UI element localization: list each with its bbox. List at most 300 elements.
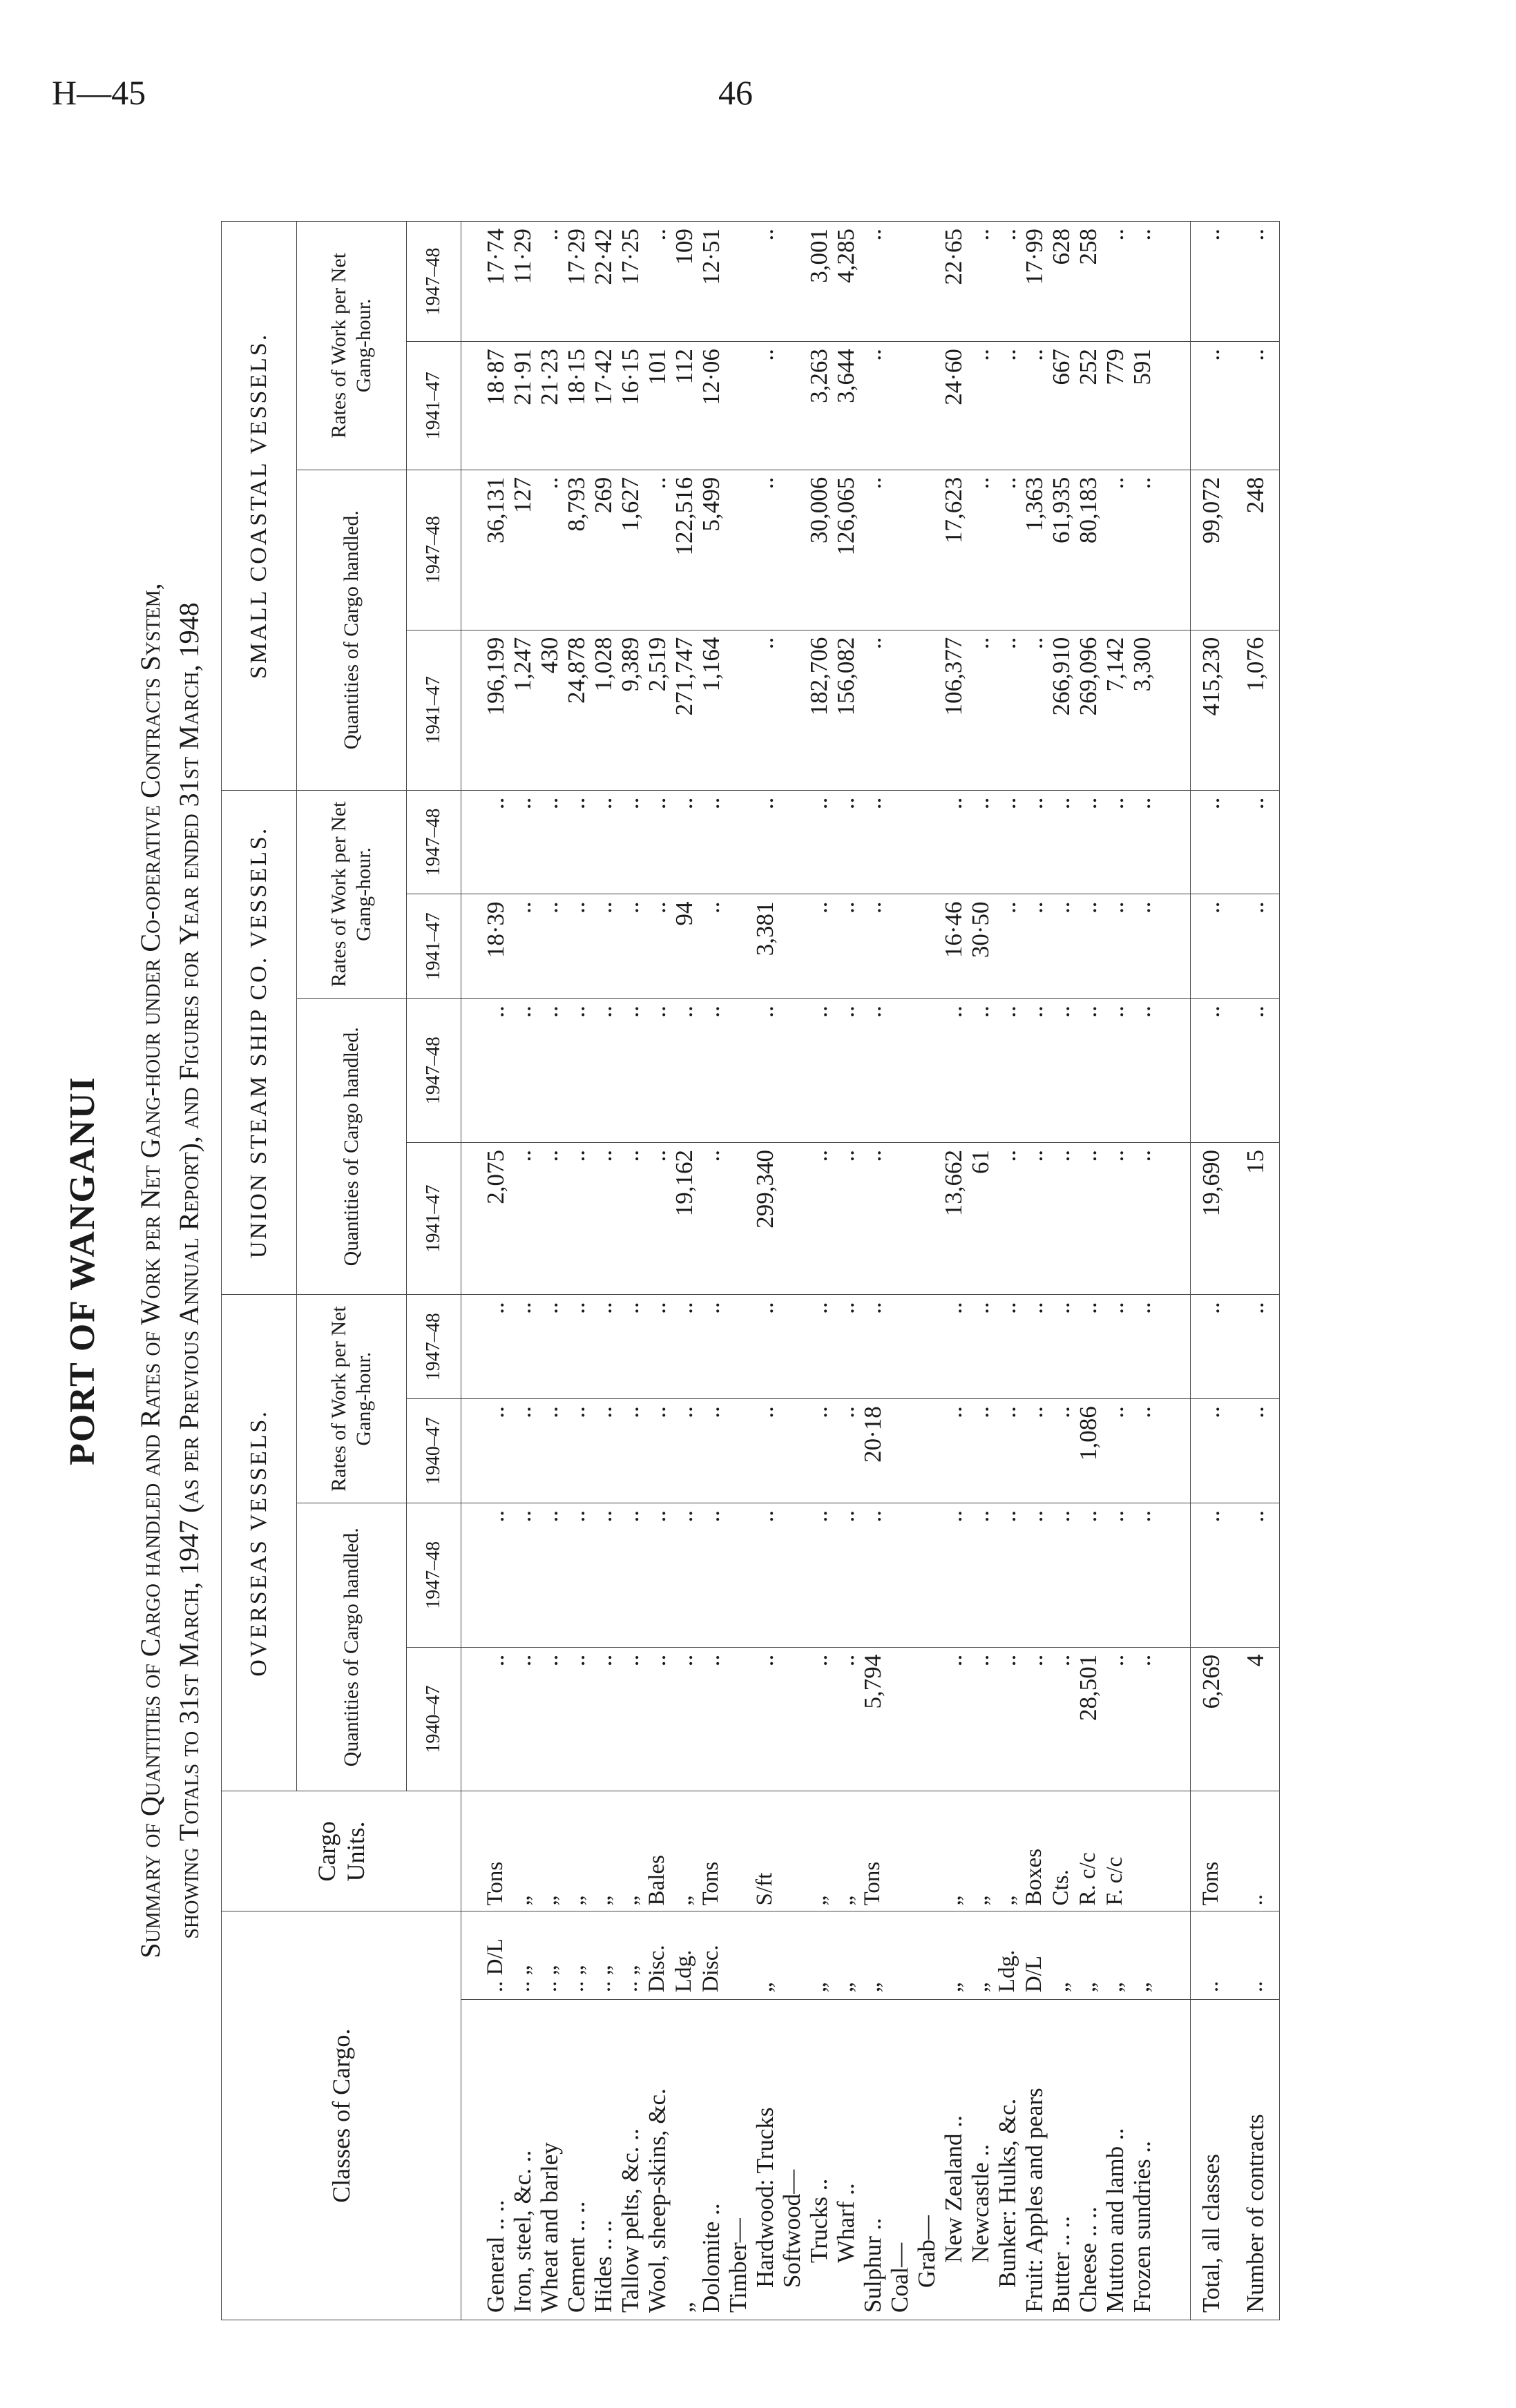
- value-cell: ..: [698, 1399, 725, 1503]
- value-cell: ..: [509, 1647, 536, 1791]
- value-cell: ..: [1021, 894, 1048, 999]
- spacer-cell: [1155, 2000, 1191, 2320]
- year-header: 1947–48: [407, 1295, 461, 1399]
- value-cell: [913, 1647, 940, 1791]
- value-cell: ..: [967, 470, 994, 630]
- value-cell: 9,389: [617, 630, 644, 790]
- value-cell: ..: [536, 999, 563, 1143]
- value-cell: ..: [617, 1399, 644, 1503]
- value-cell: ..: [967, 999, 994, 1143]
- value-cell: [913, 1295, 940, 1399]
- cargo-unit-cell: „: [617, 1791, 644, 1911]
- year-header: 1947–48: [407, 1503, 461, 1647]
- value-cell: ..: [751, 1399, 778, 1503]
- value-cell: ..: [859, 894, 886, 999]
- cargo-unit-cell: „: [509, 1791, 536, 1911]
- value-cell: ..: [751, 342, 778, 470]
- value-cell: 5,794: [859, 1647, 886, 1791]
- value-cell: ..: [617, 1295, 644, 1399]
- cargo-unit-cell: S/ft: [751, 1791, 778, 1911]
- value-cell: [778, 1647, 805, 1791]
- value-cell: ..: [751, 790, 778, 894]
- value-cell: [913, 630, 940, 790]
- value-cell: ..: [509, 1503, 536, 1647]
- cargo-class-cell: Cheese .. ..: [1075, 2000, 1102, 2320]
- header-coastal-quantities: Quantities of Cargo handled.: [297, 470, 407, 790]
- value-cell: [725, 342, 751, 470]
- cargo-unit-cell: „: [536, 1791, 563, 1911]
- value-cell: ..: [994, 790, 1021, 894]
- spacer-cell: [1155, 1647, 1191, 1791]
- table-row: [1102, 222, 1129, 2320]
- value-cell: ..: [1102, 1399, 1129, 1503]
- spacer-cell: [1155, 470, 1191, 630]
- value-cell: ..: [671, 1503, 698, 1647]
- spacer-row: [1155, 222, 1191, 2320]
- cargo-unit-cell: „: [967, 1791, 994, 1911]
- contracts-row: [1231, 222, 1280, 2320]
- cargo-unit-cell: Bales: [644, 1791, 671, 1911]
- total-row: [1191, 222, 1231, 2320]
- cargo-unit-cell: [886, 1791, 913, 1911]
- value-cell: [913, 790, 940, 894]
- cargo-summary-table: [221, 221, 1280, 2320]
- value-cell: ..: [994, 1142, 1021, 1294]
- value-cell: [725, 1295, 751, 1399]
- value-cell: ..: [994, 470, 1021, 630]
- value-cell: ..: [1021, 630, 1048, 790]
- value-cell: ..: [590, 999, 617, 1143]
- value-cell: ..: [698, 999, 725, 1143]
- year-header: 1947–48: [407, 470, 461, 630]
- value-cell: ..: [859, 1503, 886, 1647]
- value-cell: ..: [994, 1647, 1021, 1791]
- value-cell: 5,499: [698, 470, 725, 630]
- value-cell: 22·65: [940, 222, 967, 342]
- value-cell: ..: [805, 1647, 832, 1791]
- cargo-unit-cell: „: [805, 1791, 832, 1911]
- value-cell: ..: [563, 1647, 590, 1791]
- cargo-unit-cell: ..: [1231, 1791, 1280, 1911]
- header-overseas-rates: Rates of Work per Net Gang-hour.: [297, 1295, 407, 1503]
- operation-cell: .. „: [509, 1911, 536, 2000]
- operation-cell: [778, 1911, 805, 2000]
- value-cell: ..: [1075, 790, 1102, 894]
- value-cell: 17·99: [1021, 222, 1048, 342]
- value-cell: ..: [1231, 790, 1280, 894]
- value-cell: 2,519: [644, 630, 671, 790]
- table-row: [1129, 222, 1155, 2320]
- table-row: [644, 222, 671, 2320]
- value-cell: 430: [536, 630, 563, 790]
- value-cell: ..: [1129, 222, 1155, 342]
- value-cell: ..: [859, 999, 886, 1143]
- value-cell: [913, 894, 940, 999]
- value-cell: ..: [644, 1142, 671, 1294]
- table-row: [461, 222, 510, 2320]
- value-cell: ..: [1231, 342, 1280, 470]
- value-cell: ..: [644, 222, 671, 342]
- value-cell: ..: [832, 1295, 859, 1399]
- page-reference: H—45: [52, 73, 146, 112]
- value-cell: [778, 630, 805, 790]
- value-cell: 28,501: [1075, 1647, 1102, 1791]
- value-cell: ..: [859, 790, 886, 894]
- value-cell: ..: [1102, 1503, 1129, 1647]
- value-cell: [913, 342, 940, 470]
- value-cell: ..: [536, 470, 563, 630]
- operation-cell: „: [1075, 1911, 1102, 2000]
- operation-cell: „: [805, 1911, 832, 2000]
- value-cell: ..: [859, 342, 886, 470]
- value-cell: ..: [1231, 222, 1280, 342]
- value-cell: 109: [671, 222, 698, 342]
- value-cell: ..: [859, 470, 886, 630]
- value-cell: ..: [536, 790, 563, 894]
- value-cell: ..: [563, 1295, 590, 1399]
- table-row: [940, 222, 967, 2320]
- table-row: [1021, 222, 1048, 2320]
- value-cell: [778, 790, 805, 894]
- spacer-cell: [1155, 1399, 1191, 1503]
- value-cell: ..: [644, 894, 671, 999]
- spacer-cell: [1155, 1503, 1191, 1647]
- value-cell: 3,300: [1129, 630, 1155, 790]
- table-row: [751, 222, 778, 2320]
- value-cell: 258: [1075, 222, 1102, 342]
- year-header: 1941–47: [407, 1142, 461, 1294]
- value-cell: ..: [751, 1647, 778, 1791]
- value-cell: ..: [940, 790, 967, 894]
- value-cell: ..: [590, 1503, 617, 1647]
- value-cell: ..: [994, 342, 1021, 470]
- value-cell: ..: [461, 1399, 510, 1503]
- value-cell: 4: [1231, 1647, 1280, 1791]
- year-header: 1940–47: [407, 1647, 461, 1791]
- value-cell: 17·25: [617, 222, 644, 342]
- value-cell: ..: [590, 1399, 617, 1503]
- subtitle-line-1: Summary of Quantities of Cargo handled and Rates of Work per Net Gang-hour under Co-operative Contracts System,: [135, 583, 166, 1958]
- operation-cell: [725, 1911, 751, 2000]
- value-cell: 17·29: [563, 222, 590, 342]
- value-cell: ..: [644, 790, 671, 894]
- value-cell: ..: [671, 1647, 698, 1791]
- value-cell: ..: [1191, 999, 1231, 1143]
- value-cell: ..: [805, 999, 832, 1143]
- value-cell: ..: [1102, 1142, 1129, 1294]
- value-cell: ..: [805, 1142, 832, 1294]
- value-cell: ..: [461, 1647, 510, 1791]
- value-cell: 30·50: [967, 894, 994, 999]
- value-cell: ..: [563, 1503, 590, 1647]
- value-cell: [725, 1399, 751, 1503]
- value-cell: ..: [1075, 1295, 1102, 1399]
- value-cell: ..: [617, 1142, 644, 1294]
- value-cell: ..: [698, 790, 725, 894]
- operation-cell: Ldg.: [671, 1911, 698, 2000]
- value-cell: ..: [832, 1647, 859, 1791]
- value-cell: [913, 222, 940, 342]
- spacer-cell: [1155, 999, 1191, 1143]
- cargo-unit-cell: Tons: [859, 1791, 886, 1911]
- value-cell: 80,183: [1075, 470, 1102, 630]
- value-cell: 17·42: [590, 342, 617, 470]
- cargo-class-cell: New Zealand ..: [940, 2000, 967, 2320]
- spacer-cell: [1155, 342, 1191, 470]
- cargo-class-cell: Fruit: Apples and pears: [1021, 2000, 1048, 2320]
- table-row: [859, 222, 886, 2320]
- value-cell: ..: [1048, 1503, 1075, 1647]
- operation-cell: „: [1102, 1911, 1129, 2000]
- table-row: [563, 222, 590, 2320]
- value-cell: ..: [1048, 999, 1075, 1143]
- value-cell: 667: [1048, 342, 1075, 470]
- value-cell: 17,623: [940, 470, 967, 630]
- year-header: 1941–47: [407, 894, 461, 999]
- value-cell: [725, 470, 751, 630]
- value-cell: ..: [1129, 1142, 1155, 1294]
- cargo-unit-cell: Cts.: [1048, 1791, 1075, 1911]
- value-cell: 36,131: [461, 470, 510, 630]
- cargo-class-cell: Wool, sheep-skins, &c.: [644, 2000, 671, 2320]
- value-cell: ..: [1048, 1295, 1075, 1399]
- value-cell: 182,706: [805, 630, 832, 790]
- spacer-cell: [1155, 894, 1191, 999]
- value-cell: ..: [644, 1295, 671, 1399]
- cargo-unit-cell: [1129, 1791, 1155, 1911]
- value-cell: ..: [1191, 342, 1231, 470]
- value-cell: ..: [671, 1399, 698, 1503]
- value-cell: 266,910: [1048, 630, 1075, 790]
- value-cell: ..: [1129, 1647, 1155, 1791]
- operation-cell: „: [832, 1911, 859, 2000]
- value-cell: ..: [994, 999, 1021, 1143]
- value-cell: ..: [1075, 1503, 1102, 1647]
- value-cell: 61: [967, 1142, 994, 1294]
- value-cell: 299,340: [751, 1142, 778, 1294]
- value-cell: ..: [940, 1503, 967, 1647]
- value-cell: 61,935: [1048, 470, 1075, 630]
- cargo-unit-cell: [778, 1791, 805, 1911]
- value-cell: ..: [805, 790, 832, 894]
- value-cell: 101: [644, 342, 671, 470]
- value-cell: ..: [1129, 1295, 1155, 1399]
- value-cell: [725, 630, 751, 790]
- operation-cell: .. „: [536, 1911, 563, 2000]
- header-classes-of-cargo: Classes of Cargo.: [222, 1911, 461, 2320]
- value-cell: 269,096: [1075, 630, 1102, 790]
- value-cell: [886, 1399, 913, 1503]
- spacer-cell: [1155, 1911, 1191, 2000]
- value-cell: ..: [563, 1142, 590, 1294]
- value-cell: [778, 1399, 805, 1503]
- value-cell: ..: [1231, 1399, 1280, 1503]
- cargo-unit-cell: Tons: [461, 1791, 510, 1911]
- value-cell: ..: [859, 1295, 886, 1399]
- value-cell: 112: [671, 342, 698, 470]
- value-cell: 12·06: [698, 342, 725, 470]
- value-cell: ..: [1075, 1142, 1102, 1294]
- value-cell: 1,164: [698, 630, 725, 790]
- value-cell: 106,377: [940, 630, 967, 790]
- value-cell: ..: [509, 1399, 536, 1503]
- value-cell: 1,086: [1075, 1399, 1102, 1503]
- value-cell: [913, 1142, 940, 1294]
- value-cell: ..: [805, 1295, 832, 1399]
- value-cell: ..: [1129, 470, 1155, 630]
- value-cell: 3,001: [805, 222, 832, 342]
- value-cell: ..: [563, 894, 590, 999]
- value-cell: ..: [1231, 999, 1280, 1143]
- value-cell: [886, 342, 913, 470]
- value-cell: ..: [644, 1399, 671, 1503]
- value-cell: ..: [832, 999, 859, 1143]
- cargo-unit-cell: „: [994, 1791, 1021, 1911]
- value-cell: ..: [832, 1142, 859, 1294]
- header-coastal-rates: Rates of Work per Net Gang-hour.: [297, 222, 407, 470]
- value-cell: ..: [461, 1295, 510, 1399]
- value-cell: ..: [536, 1503, 563, 1647]
- operation-cell: „: [859, 1911, 886, 2000]
- value-cell: 19,690: [1191, 1142, 1231, 1294]
- value-cell: ..: [1191, 790, 1231, 894]
- value-cell: ..: [967, 1647, 994, 1791]
- value-cell: ..: [617, 1647, 644, 1791]
- cargo-unit-cell: Tons: [698, 1791, 725, 1911]
- value-cell: 21·91: [509, 342, 536, 470]
- value-cell: 18·87: [461, 342, 510, 470]
- value-cell: ..: [590, 790, 617, 894]
- value-cell: ..: [617, 1503, 644, 1647]
- value-cell: 30,006: [805, 470, 832, 630]
- value-cell: ..: [1102, 999, 1129, 1143]
- value-cell: ..: [509, 1295, 536, 1399]
- value-cell: ..: [751, 630, 778, 790]
- cargo-class-cell: Wheat and barley: [536, 2000, 563, 2320]
- operation-cell: .. „: [590, 1911, 617, 2000]
- value-cell: ..: [832, 894, 859, 999]
- spacer-cell: [1155, 1791, 1191, 1911]
- value-cell: 196,199: [461, 630, 510, 790]
- value-cell: ..: [1231, 1295, 1280, 1399]
- operation-cell: D/L: [1021, 1911, 1048, 2000]
- value-cell: 1,028: [590, 630, 617, 790]
- value-cell: [778, 222, 805, 342]
- value-cell: ..: [940, 1647, 967, 1791]
- year-header: 1947–48: [407, 222, 461, 342]
- page-number: 46: [718, 73, 753, 112]
- cargo-unit-cell: Tons: [1191, 1791, 1231, 1911]
- value-cell: 628: [1048, 222, 1075, 342]
- value-cell: ..: [994, 1295, 1021, 1399]
- value-cell: ..: [536, 1295, 563, 1399]
- value-cell: 1,247: [509, 630, 536, 790]
- value-cell: [778, 894, 805, 999]
- value-cell: ..: [1048, 1647, 1075, 1791]
- value-cell: ..: [1191, 1399, 1231, 1503]
- value-cell: [886, 1295, 913, 1399]
- table-row: [994, 222, 1021, 2320]
- value-cell: ..: [671, 790, 698, 894]
- value-cell: [778, 999, 805, 1143]
- value-cell: [913, 470, 940, 630]
- value-cell: [886, 1142, 913, 1294]
- value-cell: ..: [509, 1142, 536, 1294]
- value-cell: ..: [617, 790, 644, 894]
- table-row: [617, 222, 644, 2320]
- value-cell: ..: [563, 790, 590, 894]
- value-cell: ..: [461, 1503, 510, 1647]
- cargo-unit-cell: F. c/c: [1102, 1791, 1129, 1911]
- cargo-class-cell: Frozen sundries ..: [1129, 2000, 1155, 2320]
- value-cell: 99,072: [1191, 470, 1231, 630]
- table-row: [725, 222, 751, 2320]
- value-cell: ..: [1048, 1142, 1075, 1294]
- value-cell: ..: [1129, 1503, 1155, 1647]
- table-row: [1075, 222, 1102, 2320]
- value-cell: 19,162: [671, 1142, 698, 1294]
- header-union-steam-ship-vessels: UNION STEAM SHIP CO. VESSELS.: [222, 790, 297, 1295]
- value-cell: ..: [461, 790, 510, 894]
- value-cell: ..: [698, 1142, 725, 1294]
- operation-cell: Ldg.: [994, 1911, 1021, 2000]
- value-cell: ..: [1021, 1503, 1048, 1647]
- value-cell: ..: [1075, 894, 1102, 999]
- value-cell: 8,793: [563, 470, 590, 630]
- cargo-class-cell: Butter .. ..: [1048, 2000, 1075, 2320]
- cargo-class-cell: Iron, steel, &c. ..: [509, 2000, 536, 2320]
- value-cell: ..: [1129, 790, 1155, 894]
- value-cell: 2,075: [461, 1142, 510, 1294]
- value-cell: ..: [967, 1295, 994, 1399]
- value-cell: 252: [1075, 342, 1102, 470]
- header-cargo-units: Cargo Units.: [222, 1791, 461, 1911]
- value-cell: ..: [967, 630, 994, 790]
- value-cell: [778, 1142, 805, 1294]
- value-cell: [886, 894, 913, 999]
- value-cell: ..: [859, 222, 886, 342]
- value-cell: ..: [994, 1503, 1021, 1647]
- header-overseas-quantities: Quantities of Cargo handled.: [297, 1503, 407, 1791]
- table-row: [698, 222, 725, 2320]
- value-cell: ..: [805, 894, 832, 999]
- cargo-class-cell: Mutton and lamb ..: [1102, 2000, 1129, 2320]
- operation-cell: [886, 1911, 913, 2000]
- page-title: PORT OF WANGANUI: [63, 1076, 102, 1465]
- value-cell: ..: [1102, 894, 1129, 999]
- operation-cell: Disc.: [698, 1911, 725, 2000]
- table-row: [832, 222, 859, 2320]
- value-cell: [913, 999, 940, 1143]
- value-cell: ..: [1102, 1647, 1129, 1791]
- value-cell: ..: [1191, 894, 1231, 999]
- value-cell: [778, 470, 805, 630]
- value-cell: ..: [805, 1503, 832, 1647]
- cargo-unit-cell: „: [832, 1791, 859, 1911]
- value-cell: ..: [967, 1503, 994, 1647]
- value-cell: 13,662: [940, 1142, 967, 1294]
- value-cell: ..: [509, 790, 536, 894]
- table-row: [886, 222, 913, 2320]
- table-row: [509, 222, 536, 2320]
- operation-cell: .. „: [563, 1911, 590, 2000]
- value-cell: ..: [671, 1295, 698, 1399]
- value-cell: ..: [859, 630, 886, 790]
- value-cell: ..: [461, 999, 510, 1143]
- value-cell: ..: [644, 999, 671, 1143]
- value-cell: ..: [859, 1142, 886, 1294]
- operation-cell: „: [1129, 1911, 1155, 2000]
